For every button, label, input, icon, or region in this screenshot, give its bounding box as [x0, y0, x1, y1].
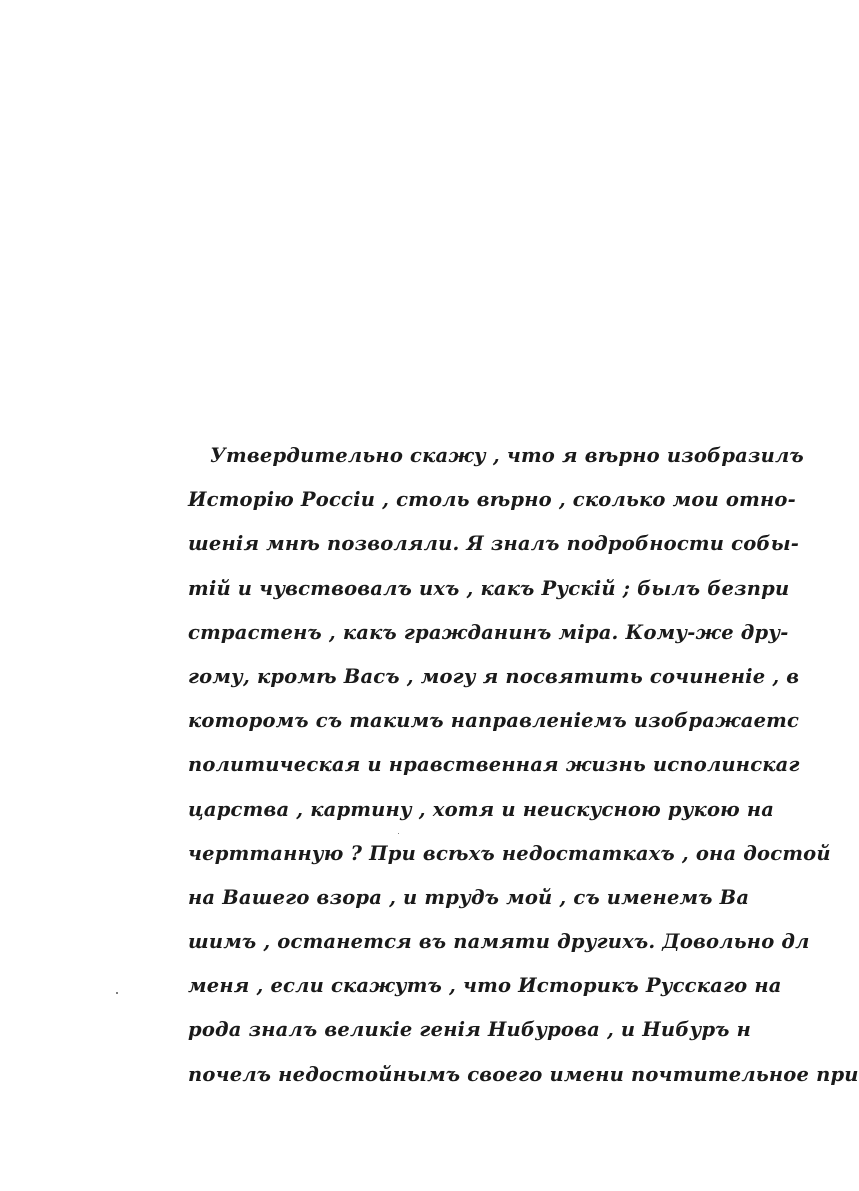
text-line: черттанную ? При всѣхъ недостаткахъ , она достой	[188, 841, 831, 865]
text-line: тій и чувствовалъ ихъ , какъ Рускій ; былъ безпри	[188, 576, 790, 600]
paragraph-text	[188, 440, 859, 1103]
text-line: на Вашего взора , и трудъ мой , съ именемъ Ва	[188, 885, 750, 909]
print-speck	[116, 992, 118, 994]
text-line: шенія мнѣ позволяли. Я зналъ подробности собы-	[188, 532, 800, 556]
text-line: царства , картину , хотя и неискусною рукою на	[188, 797, 775, 821]
text-line: Утвердительно скажу , что я вѣрно изобразилъ	[210, 444, 804, 467]
text-line: меня , если скажутъ , что Историкъ Русскаго на	[188, 974, 782, 998]
text-line: шимъ , останется въ памяти другихъ. Довольно дл	[188, 930, 810, 954]
text-line: страстенъ , какъ гражданинъ міра. Кому-же дру-	[188, 620, 789, 644]
text-line: Исторію Россіи , столь вѣрно , сколько мои отно-	[188, 488, 796, 512]
text-line: почелъ недостойнымъ своего имени почтительное при	[188, 1062, 859, 1086]
text-line: политическая и нравственная жизнь исполинскаг	[188, 753, 800, 777]
text-line: рода зналъ великіе генія Нибурова , и Нибуръ н	[188, 1018, 752, 1042]
text-line: которомъ съ такимъ направленіемъ изображаетс	[188, 709, 800, 733]
text-line: гому, кромѣ Васъ , могу я посвятить сочиненіе , в	[188, 664, 800, 688]
print-speck	[398, 833, 399, 834]
